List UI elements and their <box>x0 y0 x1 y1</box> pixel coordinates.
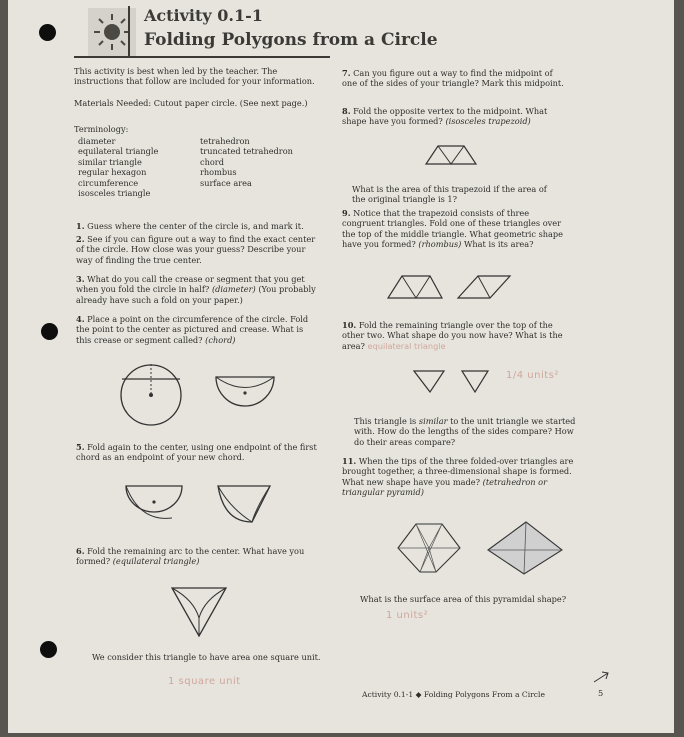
question-3: 3. What do you call the crease or segment that you get when you fold the circle in half? (diameter) (You probably already have such a fold on your paper.) <box>76 274 316 305</box>
question-8: 8. Fold the opposite vertex to the midpoint. What shape have you formed? (isosceles trapezoid) <box>342 106 548 127</box>
trapezoid-diagram <box>424 144 478 166</box>
materials-text: Materials Needed: Cutout paper circle. (See next page.) <box>74 98 308 108</box>
terminology-heading: Terminology: <box>74 124 129 134</box>
page-number: 5 <box>598 688 604 698</box>
small-triangle-diagram <box>412 368 492 394</box>
similar-triangle-note: This triangle is similar to the unit triangle we started with. How do the lengths of the sides compare? How do their areas compare? <box>354 416 576 447</box>
surface-area-question: What is the surface area of this pyramidal shape? <box>360 594 567 604</box>
question-9: 9. Notice that the trapezoid consists of three congruent triangles. Fold one of these triangles over the top of the middle triangle. What geometric shape have you formed? (rhombus) What is its area? <box>342 208 564 250</box>
binder-hole <box>40 641 57 658</box>
tetrahedron-diagram <box>392 520 568 576</box>
second-chord-diagram <box>120 478 280 534</box>
header-rule <box>128 6 130 56</box>
area-statement: We consider this triangle to have area one square unit. <box>92 652 321 662</box>
header-underline <box>74 56 330 58</box>
activity-number: Activity 0.1-1 <box>144 6 263 25</box>
terminology-list-1: diameter equilateral triangle similar triangle regular hexagon circumference isosceles triangle <box>78 136 159 199</box>
binder-hole <box>41 323 58 340</box>
question-1: 1. Guess where the center of the circle is, and mark it. <box>76 221 304 231</box>
trapezoid-area-question: What is the area of this trapezoid if the area of the original triangle is 1? <box>352 184 547 205</box>
handwritten-surface-area: 1 units² <box>386 610 429 621</box>
intro-text: This activity is best when led by the teacher. The instructions that follow are included for your information. <box>74 66 315 87</box>
circle-fold-diagram <box>120 362 280 428</box>
question-7: 7. Can you figure out a way to find the midpoint of one of the sides of your triangle? Mark this midpoint. <box>342 68 564 89</box>
handwritten-answer: 1 square unit <box>168 676 241 687</box>
footer: Activity 0.1-1 ◆ Folding Polygons From a Circle <box>362 690 545 699</box>
question-6: 6. Fold the remaining arc to the center. What have you formed? (equilateral triangle) <box>76 546 305 567</box>
sun-logo-icon <box>86 6 138 58</box>
question-2: 2. See if you can figure out a way to find the exact center of the circle. How close was your guess? Describe your way of finding the true center. <box>76 234 316 265</box>
worksheet-page <box>8 0 674 733</box>
question-10: 10. Fold the remaining triangle over the top of the other two. What shape do you now have? What is the area? equilateral triangle <box>342 320 563 351</box>
question-5: 5. Fold again to the center, using one endpoint of the first chord as an endpoint of your new chord. <box>76 442 317 463</box>
terminology-list-2: tetrahedron truncated tetrahedron chord rhombus surface area <box>200 136 293 188</box>
binder-hole <box>39 24 56 41</box>
handwritten-area: 1/4 units² <box>506 370 559 381</box>
page-title: Folding Polygons from a Circle <box>144 30 438 50</box>
question-4: 4. Place a point on the circumference of the circle. Fold the point to the center as pictured and crease. What is this crease or segment called? (chord) <box>76 314 309 345</box>
arrow-icon <box>592 670 612 684</box>
question-11: 11. When the tips of the three folded-over triangles are brought together, a three-dimensional shape is formed. What new shape have you made? (tetrahedron or triangular pyramid) <box>342 456 574 498</box>
rhombus-diagram <box>386 272 512 302</box>
equilateral-triangle-diagram <box>170 586 228 638</box>
